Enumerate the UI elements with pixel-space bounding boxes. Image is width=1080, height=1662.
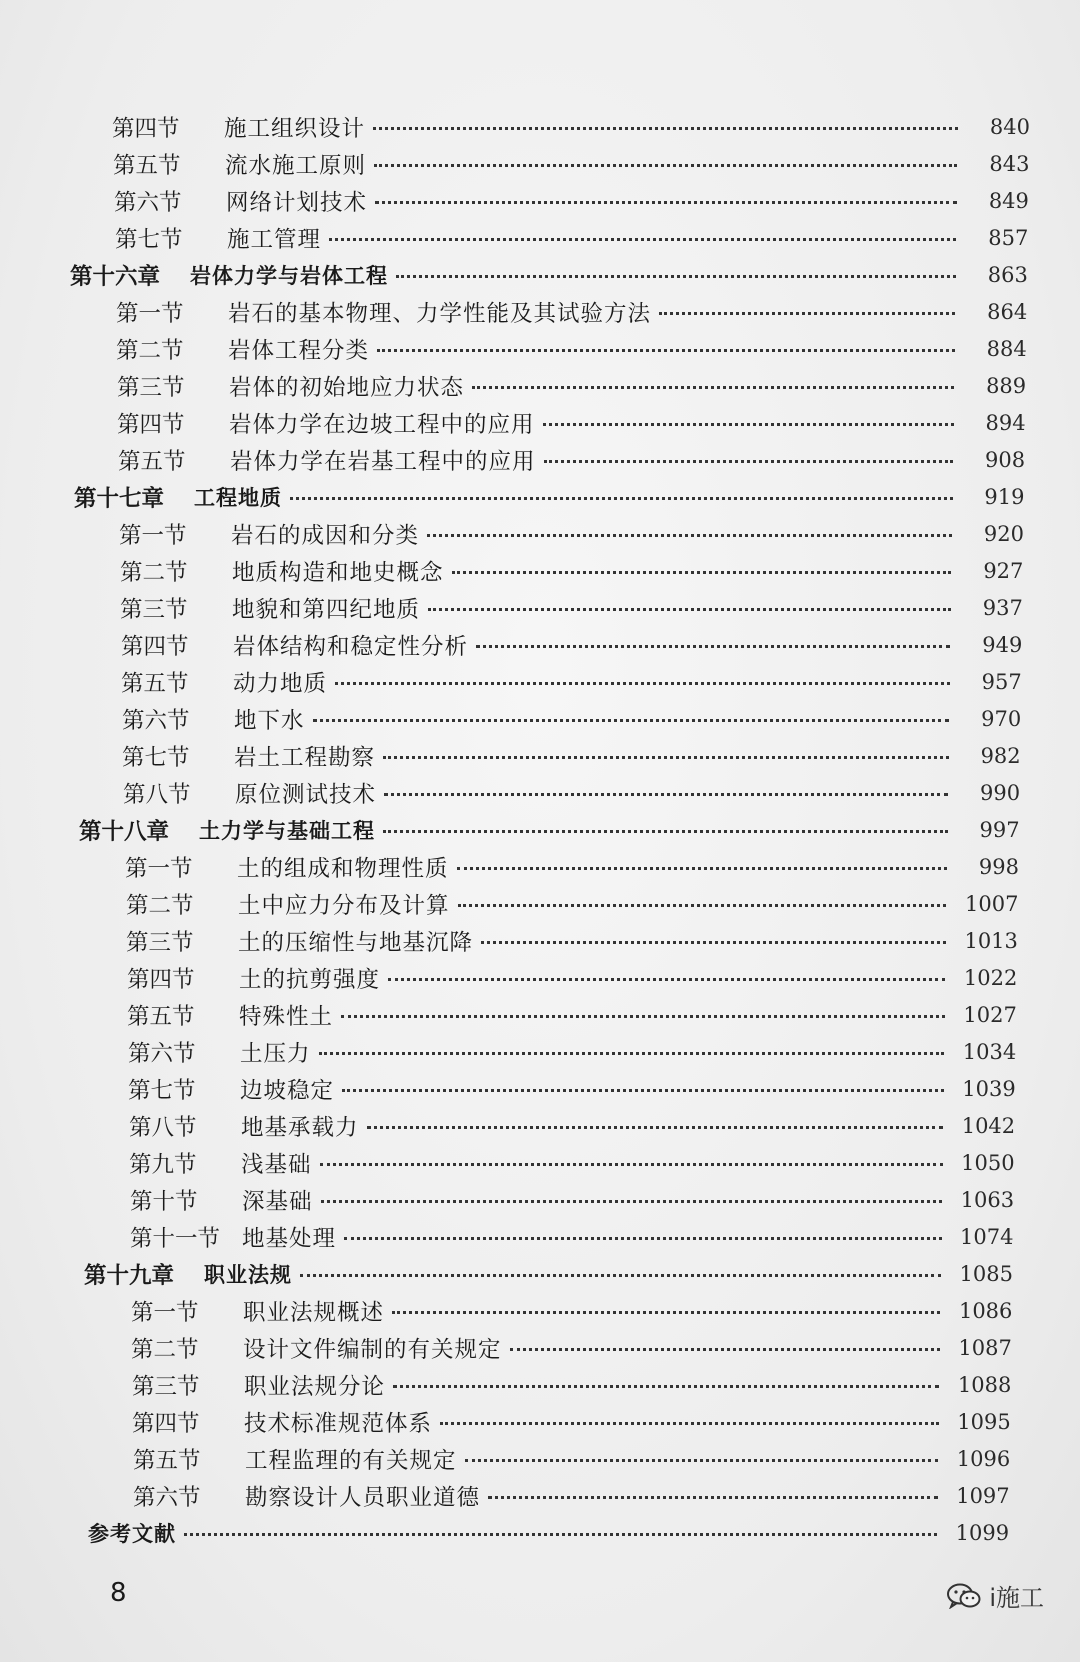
toc-section-row (0, 996, 1080, 1033)
dot-leader (427, 534, 952, 537)
toc-entry-title: 土的抗剪强度 (239, 966, 381, 993)
table-of-contents (0, 108, 1080, 1551)
toc-page-number: 970 (981, 706, 1022, 731)
toc-page-number: 1097 (956, 1483, 1010, 1508)
toc-entry-number: 第十节 (130, 1188, 198, 1215)
toc-page-number: 1063 (960, 1187, 1015, 1212)
toc-entry-title: 岩体力学与岩体工程 (190, 263, 388, 288)
toc-entry-title: 土力学与基础工程 (199, 818, 375, 843)
dot-leader (388, 978, 945, 981)
dot-leader (476, 645, 950, 648)
toc-page-number: 857 (988, 225, 1029, 250)
toc-section-row (0, 959, 1080, 996)
toc-page-number: 908 (984, 447, 1026, 472)
toc-entry-title: 地下水 (234, 707, 305, 734)
toc-entry-number: 第二节 (131, 1336, 199, 1363)
toc-page-number: 957 (981, 669, 1022, 694)
toc-page-number: 1095 (957, 1409, 1011, 1434)
toc-entry-number: 第一节 (131, 1299, 199, 1326)
toc-entry-title: 职业法规分论 (244, 1373, 386, 1400)
wechat-icon (947, 1583, 981, 1609)
toc-entry-number: 第五节 (121, 670, 189, 697)
toc-page-number: 1074 (960, 1224, 1014, 1249)
dot-leader (344, 1237, 941, 1240)
toc-entry-title: 岩体力学在岩基工程中的应用 (230, 448, 536, 475)
toc-entry-title: 地基处理 (242, 1225, 337, 1252)
toc-entry-title: 边坡稳定 (240, 1077, 335, 1104)
toc-entry-number: 第四节 (112, 115, 180, 142)
toc-chapter-row (0, 256, 1080, 293)
dot-leader (374, 164, 957, 167)
toc-page-number: 982 (980, 743, 1021, 768)
toc-entry-number: 第四节 (127, 966, 195, 993)
toc-entry-title: 浅基础 (241, 1151, 312, 1178)
toc-entry-title: 参考文献 (88, 1521, 176, 1546)
toc-entry-number: 第三节 (120, 596, 188, 623)
toc-section-row (0, 1440, 1080, 1477)
toc-page-number: 1085 (959, 1261, 1013, 1286)
toc-entry-number: 第八节 (129, 1114, 197, 1141)
toc-section-row (0, 1070, 1080, 1107)
toc-section-row (0, 1329, 1080, 1366)
dot-leader (510, 1348, 940, 1351)
toc-entry-title: 技术标准规范体系 (244, 1410, 433, 1437)
toc-page-number: 920 (983, 521, 1024, 546)
dot-leader (319, 1052, 945, 1055)
toc-page-number: 1086 (958, 1298, 1013, 1323)
toc-entry-title: 土中应力分布及计算 (238, 892, 450, 919)
toc-page-number: 937 (982, 595, 1023, 620)
toc-page-number: 843 (989, 151, 1030, 176)
toc-references-row (0, 1514, 1080, 1551)
toc-section-row (0, 1144, 1080, 1181)
dot-leader (452, 571, 952, 574)
toc-entry-title: 动力地质 (233, 670, 328, 697)
toc-section-row (0, 1218, 1080, 1255)
toc-section-row (0, 145, 1080, 182)
toc-section-row (0, 589, 1080, 626)
toc-entry-number: 第四节 (117, 411, 185, 438)
toc-section-row (0, 182, 1080, 219)
toc-entry-title: 职业法规概述 (243, 1299, 385, 1326)
toc-chapter-row (0, 478, 1080, 515)
toc-section-row (0, 663, 1080, 700)
toc-entry-number: 第十七章 (74, 485, 165, 512)
toc-entry-title: 土的压缩性与地基沉降 (238, 929, 474, 956)
dot-leader (321, 1200, 943, 1203)
toc-entry-title: 土的组成和物理性质 (237, 855, 449, 882)
dot-leader (342, 1089, 944, 1092)
dot-leader (300, 1274, 941, 1277)
toc-page-number: 864 (987, 299, 1028, 324)
toc-entry-number: 第五节 (118, 448, 186, 475)
dot-leader (472, 386, 954, 389)
toc-page-number: 840 (989, 114, 1030, 139)
dot-leader (544, 460, 954, 463)
toc-section-row (0, 552, 1080, 589)
toc-entry-title: 岩体工程分类 (228, 337, 370, 364)
toc-section-row (0, 293, 1080, 330)
toc-page-number: 1096 (956, 1446, 1011, 1471)
toc-page-number: 1087 (958, 1335, 1012, 1360)
toc-entry-number: 第九节 (129, 1151, 197, 1178)
toc-page-number: 998 (978, 854, 1019, 879)
toc-page-number: 1039 (962, 1076, 1016, 1101)
toc-entry-number: 第十六章 (70, 263, 161, 290)
toc-section-row (0, 922, 1080, 959)
dot-leader (659, 312, 955, 315)
toc-page-number: 849 (988, 188, 1029, 213)
toc-page-number: 889 (986, 373, 1027, 398)
toc-page-number: 990 (980, 780, 1021, 805)
toc-entry-number: 第七节 (122, 744, 190, 771)
dot-leader (313, 719, 950, 722)
toc-section-row (0, 1107, 1080, 1144)
toc-entry-number: 第三节 (126, 929, 194, 956)
dot-leader (383, 830, 948, 833)
toc-section-row (0, 700, 1080, 737)
toc-entry-title: 地貌和第四纪地质 (232, 596, 421, 623)
toc-entry-number: 第四节 (132, 1410, 200, 1437)
toc-section-row (0, 404, 1080, 441)
toc-page-number: 1013 (964, 928, 1018, 953)
toc-entry-title: 地基承载力 (241, 1114, 359, 1141)
toc-section-row (0, 848, 1080, 885)
toc-entry-number: 第六节 (128, 1040, 196, 1067)
toc-section-row (0, 108, 1080, 145)
toc-entry-title: 岩体结构和稳定性分析 (233, 633, 469, 660)
toc-entry-title: 岩石的成因和分类 (231, 522, 420, 549)
toc-entry-title: 勘察设计人员职业道德 (245, 1484, 481, 1511)
toc-entry-title: 岩石的基本物理、力学性能及其试验方法 (228, 300, 652, 327)
toc-entry-title: 原位测试技术 (235, 781, 377, 808)
toc-page-number: 949 (982, 632, 1023, 657)
dot-leader (458, 904, 947, 907)
toc-section-row (0, 515, 1080, 552)
toc-entry-number: 第十九章 (84, 1262, 175, 1289)
toc-entry-title: 岩土工程勘察 (234, 744, 376, 771)
dot-leader (465, 1459, 939, 1462)
toc-section-row (0, 367, 1080, 404)
dot-leader (335, 682, 950, 685)
toc-page-number: 1027 (963, 1002, 1017, 1027)
toc-page-number: 927 (983, 558, 1024, 583)
dot-leader (440, 1422, 939, 1425)
toc-entry-title: 职业法规 (204, 1262, 292, 1287)
toc-entry-title: 岩体的初始地应力状态 (229, 374, 465, 401)
toc-page-number: 1007 (965, 891, 1019, 916)
toc-entry-number: 第六节 (114, 189, 182, 216)
dot-leader (383, 756, 949, 759)
toc-section-row (0, 1477, 1080, 1514)
toc-section-row (0, 1292, 1080, 1329)
toc-section-row (0, 626, 1080, 663)
toc-entry-number: 第一节 (119, 522, 187, 549)
page-folio: 8 (110, 1578, 127, 1608)
toc-entry-number: 第二节 (116, 337, 184, 364)
toc-chapter-row (0, 811, 1080, 848)
toc-page-number: 1088 (957, 1372, 1012, 1397)
toc-entry-number: 第四节 (121, 633, 189, 660)
toc-entry-title: 施工管理 (227, 226, 322, 253)
toc-section-row (0, 1366, 1080, 1403)
toc-entry-number: 第十八章 (79, 818, 170, 845)
toc-entry-title: 地质构造和地史概念 (232, 559, 444, 586)
toc-page-number: 863 (987, 262, 1028, 287)
toc-page-number: 1099 (955, 1520, 1010, 1545)
toc-entry-number: 第三节 (132, 1373, 200, 1400)
toc-section-row (0, 1403, 1080, 1440)
toc-section-row (0, 774, 1080, 811)
toc-section-row (0, 737, 1080, 774)
dot-leader (375, 201, 957, 204)
toc-entry-number: 第六节 (122, 707, 190, 734)
toc-page-number: 1042 (961, 1113, 1016, 1138)
toc-page-number: 919 (984, 484, 1025, 509)
toc-entry-number: 第六节 (133, 1484, 201, 1511)
toc-section-row (0, 885, 1080, 922)
dot-leader (367, 1126, 944, 1129)
dot-leader (428, 608, 951, 611)
toc-entry-number: 第一节 (116, 300, 184, 327)
dot-leader (384, 793, 948, 796)
toc-page-number: 997 (979, 817, 1020, 842)
toc-section-row (0, 219, 1080, 256)
toc-section-row (0, 441, 1080, 478)
dot-leader (373, 127, 958, 130)
dot-leader (543, 423, 954, 426)
dot-leader (396, 275, 956, 278)
toc-page-number: 884 (986, 336, 1027, 361)
toc-entry-number: 第三节 (117, 374, 185, 401)
toc-entry-number: 第五节 (133, 1447, 201, 1474)
dot-leader (377, 349, 955, 352)
toc-entry-number: 第十一节 (130, 1225, 221, 1252)
toc-entry-number: 第一节 (125, 855, 193, 882)
dot-leader (329, 238, 956, 241)
toc-entry-title: 工程监理的有关规定 (245, 1447, 457, 1474)
toc-entry-title: 岩体力学在边坡工程中的应用 (229, 411, 535, 438)
toc-entry-number: 第五节 (113, 152, 181, 179)
toc-page-number: 1034 (962, 1039, 1017, 1064)
toc-section-row (0, 1033, 1080, 1070)
dot-leader (488, 1496, 938, 1499)
dot-leader (392, 1311, 940, 1314)
toc-chapter-row (0, 1255, 1080, 1292)
toc-entry-title: 深基础 (242, 1188, 313, 1215)
toc-entry-title: 流水施工原则 (225, 152, 367, 179)
toc-section-row (0, 1181, 1080, 1218)
toc-section-row (0, 330, 1080, 367)
watermark (947, 1578, 1044, 1613)
toc-page-number: 1022 (963, 965, 1018, 990)
toc-entry-title: 网络计划技术 (226, 189, 368, 216)
watermark-text: i施工 (989, 1584, 1044, 1612)
dot-leader (457, 867, 947, 870)
toc-page-number: 894 (985, 410, 1026, 435)
dot-leader (184, 1533, 937, 1536)
dot-leader (393, 1385, 939, 1388)
toc-entry-title: 设计文件编制的有关规定 (243, 1336, 502, 1363)
dot-leader (290, 497, 953, 500)
dot-leader (481, 941, 946, 944)
dot-leader (320, 1163, 943, 1166)
toc-entry-number: 第七节 (115, 226, 183, 253)
toc-entry-title: 特殊性土 (239, 1003, 334, 1030)
toc-entry-title: 土压力 (240, 1040, 311, 1067)
toc-entry-number: 第二节 (120, 559, 188, 586)
toc-entry-number: 第五节 (127, 1003, 195, 1030)
toc-entry-title: 工程地质 (194, 485, 282, 510)
dot-leader (341, 1015, 945, 1018)
toc-page-number: 1050 (961, 1150, 1015, 1175)
toc-entry-title: 施工组织设计 (224, 115, 366, 142)
toc-entry-number: 第二节 (126, 892, 194, 919)
toc-entry-number: 第七节 (128, 1077, 196, 1104)
toc-entry-number: 第八节 (123, 781, 191, 808)
